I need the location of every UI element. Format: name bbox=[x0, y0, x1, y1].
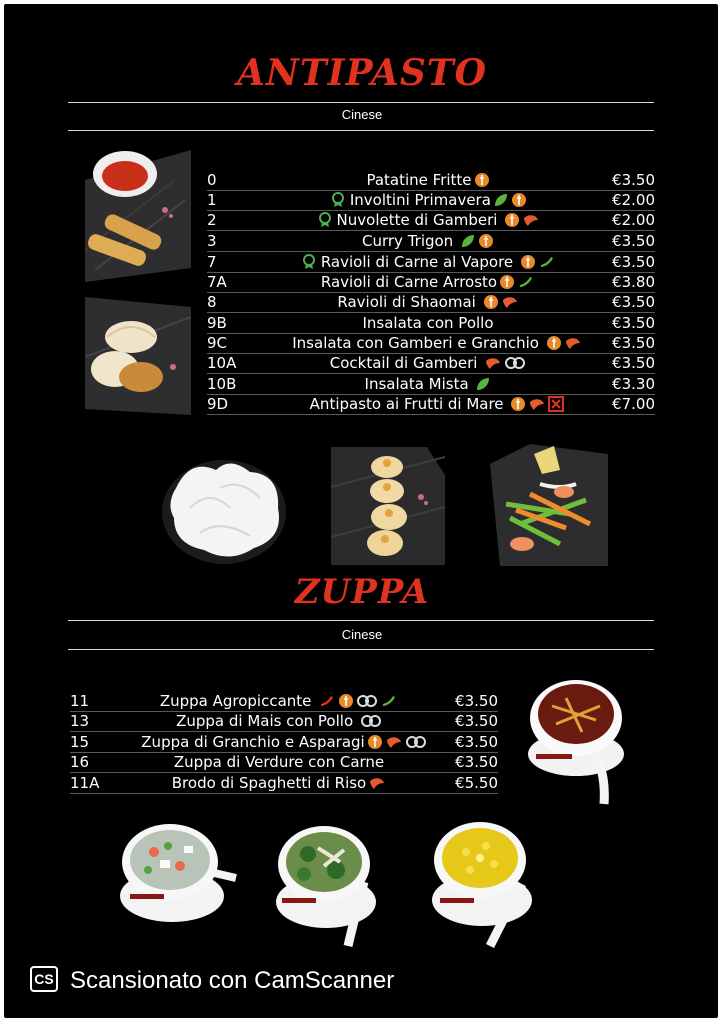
item-name: Insalata Mista bbox=[364, 375, 469, 393]
menu-item bbox=[207, 394, 655, 415]
menu-item bbox=[70, 691, 498, 712]
item-code: 7 bbox=[207, 253, 217, 271]
item-name-row bbox=[267, 210, 589, 233]
item-code: 7A bbox=[207, 273, 227, 291]
section-title-zuppa: ZUPPA bbox=[294, 572, 430, 612]
item-name: Zuppa Agropiccante bbox=[159, 692, 312, 710]
footer-text: Scansionato con CamScanner bbox=[70, 967, 395, 994]
item-name-row bbox=[267, 292, 589, 315]
item-name: Involtini Primavera bbox=[349, 191, 491, 209]
menu-item bbox=[207, 231, 655, 252]
item-name-row bbox=[120, 711, 438, 734]
item-name: Antipasto ai Frutti di Mare bbox=[309, 395, 504, 413]
spicy-sauce-icon bbox=[483, 294, 499, 315]
item-name: Zuppa di Granchio e Asparagi bbox=[141, 733, 365, 751]
menu-item bbox=[207, 170, 655, 191]
item-price: €3.50 bbox=[612, 314, 655, 332]
shrimp-icon bbox=[368, 775, 386, 796]
shrimp-icon bbox=[528, 396, 546, 417]
item-code: 15 bbox=[70, 733, 90, 751]
shellfish-icon bbox=[504, 355, 526, 376]
item-price: €3.50 bbox=[612, 171, 655, 189]
item-code: 13 bbox=[70, 712, 90, 730]
item-name: Insalata con Pollo bbox=[362, 314, 494, 332]
menu-item bbox=[207, 353, 655, 374]
item-name: Zuppa di Mais con Pollo bbox=[176, 712, 354, 730]
section-title-antipasto: ANTIPASTO bbox=[237, 52, 487, 94]
shaomai-photo bbox=[331, 447, 445, 565]
shellfish-icon bbox=[360, 713, 382, 734]
item-code: 9D bbox=[207, 395, 229, 413]
item-price: €3.80 bbox=[612, 273, 655, 291]
item-code: 11 bbox=[70, 692, 90, 710]
item-price: €3.50 bbox=[455, 733, 498, 751]
item-name-row bbox=[267, 313, 589, 333]
item-price: €3.50 bbox=[455, 753, 498, 771]
menu-item bbox=[207, 313, 655, 334]
item-price: €7.00 bbox=[612, 395, 655, 413]
section-subtitle-zuppa: Cinese bbox=[341, 627, 383, 642]
seafood-salad-photo bbox=[490, 444, 608, 566]
section-subtitle-antipasto: Cinese bbox=[341, 107, 383, 122]
item-code: 8 bbox=[207, 293, 217, 311]
vegetarian-icon bbox=[460, 233, 476, 254]
shrimp-crackers-photo bbox=[160, 448, 288, 566]
camscanner-logo: CS bbox=[30, 966, 58, 992]
item-name: Ravioli di Shaomai bbox=[337, 293, 476, 311]
item-code: 0 bbox=[207, 171, 217, 189]
item-name: Brodo di Spaghetti di Riso bbox=[171, 774, 367, 792]
item-price: €3.50 bbox=[455, 692, 498, 710]
item-name: Nuvolette di Gamberi bbox=[336, 211, 498, 229]
item-name: Curry Trigon bbox=[362, 232, 454, 250]
menu-item bbox=[207, 292, 655, 313]
spicy-sauce-icon bbox=[510, 396, 526, 417]
item-price: €3.30 bbox=[612, 375, 655, 393]
item-price: €3.50 bbox=[612, 293, 655, 311]
item-price: €5.50 bbox=[455, 774, 498, 792]
item-price: €2.00 bbox=[612, 191, 655, 209]
item-code: 9C bbox=[207, 334, 228, 352]
spicy-sauce-icon bbox=[478, 233, 494, 254]
item-code: 10A bbox=[207, 354, 237, 372]
item-name: Ravioli di Carne Arrosto bbox=[320, 273, 498, 291]
menu-item bbox=[70, 773, 498, 794]
item-price: €3.50 bbox=[455, 712, 498, 730]
menu-item bbox=[207, 190, 655, 211]
item-price: €3.50 bbox=[612, 253, 655, 271]
menu-item bbox=[70, 732, 498, 753]
seafood-soup-photo bbox=[118, 822, 238, 932]
item-price: €2.00 bbox=[612, 211, 655, 229]
item-code: 1 bbox=[207, 191, 217, 209]
dumplings-photo bbox=[85, 297, 191, 415]
item-price: €3.50 bbox=[612, 354, 655, 372]
item-name: Patatine Fritte bbox=[366, 171, 472, 189]
item-code: 3 bbox=[207, 232, 217, 250]
item-name-row bbox=[120, 752, 438, 772]
item-name-row bbox=[267, 394, 607, 417]
award-icon bbox=[318, 212, 332, 233]
menu-item bbox=[207, 210, 655, 231]
menu-item bbox=[207, 272, 655, 293]
menu-item bbox=[70, 752, 498, 773]
shrimp-icon bbox=[522, 212, 540, 233]
divider bbox=[68, 102, 654, 103]
item-code: 16 bbox=[70, 753, 90, 771]
menu-item bbox=[207, 252, 655, 273]
hot-sour-soup-photo bbox=[526, 676, 630, 808]
item-name-row bbox=[120, 773, 438, 796]
spicy-sauce-icon bbox=[504, 212, 520, 233]
item-name-row bbox=[267, 231, 589, 254]
item-name: Ravioli di Carne al Vapore bbox=[320, 253, 514, 271]
item-code: 11A bbox=[70, 774, 100, 792]
item-price: €3.50 bbox=[612, 334, 655, 352]
item-code: 10B bbox=[207, 375, 237, 393]
menu-item bbox=[207, 374, 655, 395]
divider bbox=[68, 130, 654, 131]
item-code: 9B bbox=[207, 314, 227, 332]
item-code: 2 bbox=[207, 211, 217, 229]
menu-item bbox=[70, 711, 498, 732]
item-name: Cocktail di Gamberi bbox=[329, 354, 478, 372]
not-available-icon bbox=[548, 396, 564, 417]
divider bbox=[68, 620, 654, 621]
item-name: Insalata con Gamberi e Granchio bbox=[292, 334, 539, 352]
shrimp-icon bbox=[484, 355, 502, 376]
item-name: Zuppa di Verdure con Carne bbox=[173, 753, 385, 771]
divider bbox=[68, 649, 654, 650]
item-name-row bbox=[267, 353, 589, 376]
vegetable-soup-photo bbox=[274, 822, 386, 950]
item-price: €3.50 bbox=[612, 232, 655, 250]
menu-item bbox=[207, 333, 655, 354]
corn-soup-photo bbox=[430, 818, 536, 950]
shrimp-icon bbox=[501, 294, 519, 315]
spring-rolls-photo bbox=[85, 150, 191, 282]
